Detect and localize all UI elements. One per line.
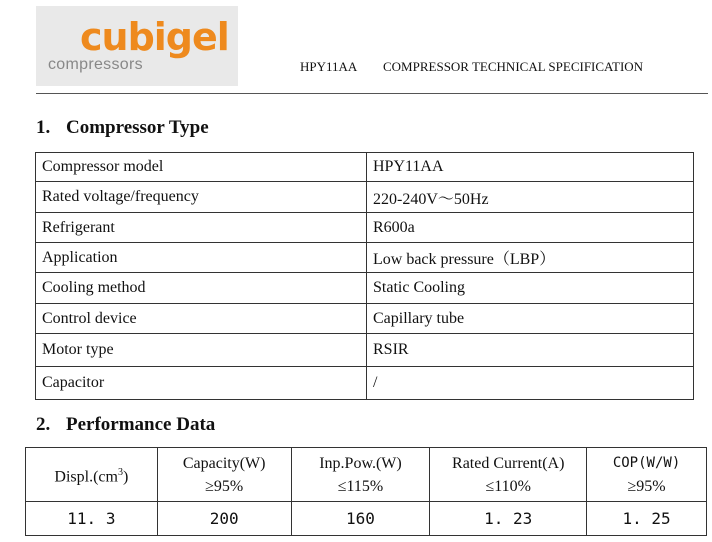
- logo-tagline: compressors: [48, 56, 143, 73]
- spec-label: Refrigerant: [36, 213, 367, 243]
- header-limit: ≥95%: [205, 477, 244, 495]
- header-label: Displ.(cm: [54, 468, 118, 486]
- spec-label: Application: [36, 243, 367, 273]
- spec-value: RSIR: [367, 334, 694, 367]
- column-header-capacity: [157, 448, 291, 502]
- header-limit: ≥95%: [627, 477, 666, 495]
- table-row: [36, 243, 694, 273]
- spec-value: R600a: [367, 213, 694, 243]
- table-row: [36, 304, 694, 334]
- header-label: Rated Current(A): [452, 454, 565, 472]
- spec-label: Control device: [36, 304, 367, 334]
- table-row: [36, 273, 694, 304]
- section-number: 1.: [36, 117, 51, 138]
- value-capacity: 200: [157, 502, 291, 536]
- spec-value: HPY11AA: [367, 153, 694, 182]
- column-header-displacement: [26, 448, 158, 502]
- header-label-close: ): [122, 468, 129, 486]
- cubigel-logo: [36, 6, 238, 86]
- value-input-power: 160: [291, 502, 430, 536]
- document-model-code: HPY11AA: [300, 59, 358, 74]
- column-header-input-power: [291, 448, 430, 502]
- document-title: COMPRESSOR TECHNICAL SPECIFICATION: [383, 59, 644, 74]
- section-number: 2.: [36, 414, 51, 435]
- table-row: [36, 367, 694, 400]
- spec-label: Cooling method: [36, 273, 367, 304]
- table-row: [36, 213, 694, 243]
- header-label: COP(W/W): [612, 454, 681, 471]
- table-row: [36, 334, 694, 367]
- section-title: Performance Data: [66, 414, 216, 435]
- table-row: [26, 502, 707, 536]
- header-divider: [36, 93, 708, 94]
- spec-label: Capacitor: [36, 367, 367, 400]
- spec-value: Static Cooling: [367, 273, 694, 304]
- section-performance-heading: [36, 414, 215, 436]
- spec-value: Low back pressure（LBP）: [367, 243, 694, 273]
- header-label: Capacity(W): [182, 454, 266, 472]
- table-row: [36, 182, 694, 213]
- value-cop: 1. 25: [587, 502, 707, 536]
- compressor-type-table: [35, 152, 694, 400]
- column-header-cop: [587, 448, 707, 502]
- table-header-row: [26, 448, 707, 502]
- logo-wordmark: cubigel: [80, 15, 229, 59]
- header-limit: ≤110%: [485, 477, 531, 495]
- column-header-rated-current: [430, 448, 587, 502]
- spec-label: Rated voltage/frequency: [36, 182, 367, 213]
- value-displacement: 11. 3: [26, 502, 158, 536]
- header-label: Inp.Pow.(W): [319, 454, 402, 472]
- value-rated-current: 1. 23: [430, 502, 587, 536]
- header-limit: ≤115%: [337, 477, 384, 495]
- table-row: [36, 153, 694, 182]
- header-superscript: 3: [117, 466, 123, 478]
- section-title: Compressor Type: [66, 117, 209, 138]
- section-compressor-type-heading: [36, 117, 209, 139]
- performance-table: [25, 447, 707, 536]
- spec-value: Capillary tube: [367, 304, 694, 334]
- spec-label: Motor type: [36, 334, 367, 367]
- spec-label: Compressor model: [36, 153, 367, 182]
- spec-value: /: [367, 367, 694, 400]
- spec-value: 220-240V～50Hz: [367, 182, 694, 213]
